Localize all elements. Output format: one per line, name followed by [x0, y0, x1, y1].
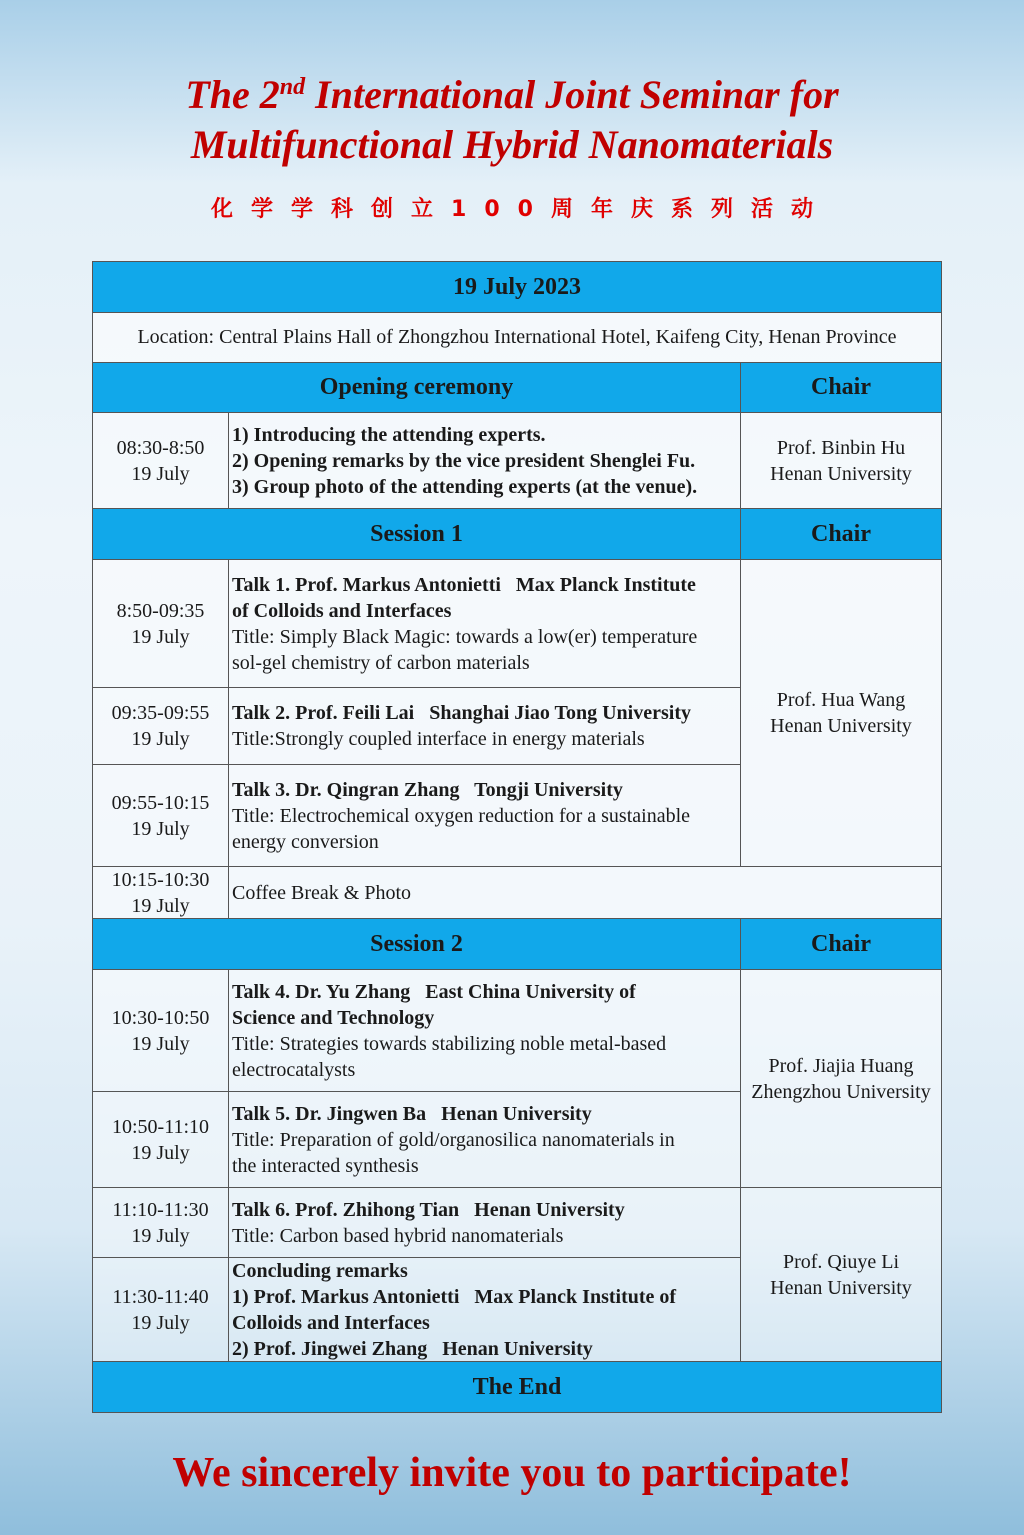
- break-time: 10:15-10:30: [111, 868, 210, 891]
- talk-title: Title: Preparation of gold/organosilica nanomaterials in: [232, 1128, 675, 1151]
- concluding-time: 11:30-11:40: [112, 1285, 209, 1308]
- talk-title-cont: sol-gel chemistry of carbon materials: [232, 651, 530, 674]
- talk-3-time-cell: [92, 764, 229, 867]
- opening-day: 19 July: [131, 462, 190, 485]
- chinese-subtitle: 化学学科创立100周年庆系列活动: [211, 197, 831, 222]
- talk-3-cell: [228, 764, 741, 867]
- talk-speaker: Talk 5. Dr. Jingwen Ba Henan University: [232, 1102, 592, 1125]
- concluding-remarks-cell: [228, 1257, 741, 1362]
- title-rest: International Joint Seminar for: [305, 72, 839, 117]
- talk-title: Title: Strategies towards stabilizing noble metal-based: [232, 1032, 667, 1055]
- session-1-header: Session 1: [92, 508, 741, 560]
- opening-chair-cell: [740, 412, 942, 509]
- talk-1-cell: [228, 559, 741, 688]
- talk-speaker: Talk 1. Prof. Markus Antonietti Max Planck Institute: [232, 573, 696, 596]
- location-row: Location: Central Plains Hall of Zhongzhou International Hotel, Kaifeng City, Henan Province: [92, 312, 942, 363]
- talk-4-cell: [228, 969, 741, 1092]
- talk-speaker-cont: Science and Technology: [232, 1006, 435, 1029]
- talk-title: Title: Electrochemical oxygen reduction for a sustainable: [232, 804, 691, 827]
- talk-day: 19 July: [131, 1032, 190, 1055]
- chair-affiliation: Henan University: [770, 462, 912, 485]
- concluding-heading: Concluding remarks: [232, 1259, 408, 1282]
- opening-time: 08:30-8:50: [116, 436, 205, 459]
- talk-title: Title:Strongly coupled interface in energy materials: [232, 728, 645, 750]
- concluding-speaker: 2) Prof. Jingwei Zhang Henan University: [232, 1337, 593, 1360]
- break-day: 19 July: [131, 894, 190, 917]
- talk-speaker-cont: of Colloids and Interfaces: [232, 599, 452, 622]
- seminar-title-line-2: Multifunctional Hybrid Nanomaterials: [190, 122, 834, 167]
- opening-agenda-cell: [228, 412, 741, 509]
- concluding-time-cell: [92, 1257, 229, 1362]
- talk-speaker: Talk 4. Dr. Yu Zhang East China University of: [232, 980, 636, 1003]
- coffee-break-cell: [228, 866, 942, 919]
- talk-day: 19 July: [131, 1224, 190, 1247]
- end-row: The End: [92, 1361, 942, 1413]
- title-ordinal-suffix: nd: [279, 74, 306, 100]
- chair-affiliation: Henan University: [770, 1276, 912, 1299]
- talk-6-cell: [228, 1187, 741, 1258]
- talk-time: 10:50-11:10: [111, 1115, 210, 1138]
- session-2-chair-b-cell: [740, 1187, 942, 1362]
- session-2-chair-header: Chair: [740, 918, 942, 970]
- opening-item: 3) Group photo of the attending experts (at the venue).: [232, 475, 698, 498]
- session-1-chair-cell: [740, 559, 942, 867]
- talk-speaker: Talk 3. Dr. Qingran Zhang Tongji University: [232, 778, 623, 801]
- break-time-cell: [92, 866, 229, 919]
- date-header: 19 July 2023: [92, 261, 942, 313]
- talk-day: 19 July: [131, 817, 190, 840]
- seminar-title-line-1: [0, 70, 1024, 120]
- invitation-footer: We sincerely invite you to participate!: [172, 1450, 852, 1496]
- opening-chair-header: Chair: [740, 362, 942, 413]
- talk-title-cont: electrocatalysts: [232, 1058, 356, 1081]
- talk-title-cont: energy conversion: [232, 830, 379, 853]
- title-prefix: The 2: [185, 72, 280, 117]
- session-2-header: Session 2: [92, 918, 741, 970]
- concluding-day: 19 July: [131, 1311, 190, 1334]
- talk-time: 09:55-10:15: [111, 791, 210, 814]
- talk-title: Title: Carbon based hybrid nanomaterials: [232, 1224, 564, 1247]
- talk-day: 19 July: [131, 1141, 190, 1164]
- talk-5-time-cell: [92, 1091, 229, 1188]
- chair-name: Prof. Qiuye Li: [782, 1250, 900, 1273]
- talk-day: 19 July: [131, 625, 190, 648]
- talk-5-cell: [228, 1091, 741, 1188]
- session-2-chair-a-cell: [740, 969, 942, 1188]
- talk-4-time-cell: [92, 969, 229, 1092]
- opening-item: 2) Opening remarks by the vice president Shenglei Fu.: [232, 449, 696, 472]
- talk-day: 19 July: [131, 728, 190, 750]
- chair-affiliation: Zhengzhou University: [751, 1080, 931, 1103]
- concluding-speaker-cont: Colloids and Interfaces: [232, 1311, 430, 1334]
- talk-2-time-cell: [92, 687, 229, 765]
- talk-time: 10:30-10:50: [111, 1006, 210, 1029]
- opening-item: 1) Introducing the attending experts.: [232, 423, 546, 446]
- talk-speaker: Talk 6. Prof. Zhihong Tian Henan University: [232, 1198, 625, 1221]
- opening-time-cell: [92, 412, 229, 509]
- talk-time: 11:10-11:30: [112, 1198, 209, 1221]
- chair-name: Prof. Hua Wang: [776, 689, 906, 711]
- chair-name: Prof. Binbin Hu: [776, 436, 906, 459]
- talk-title-cont: the interacted synthesis: [232, 1154, 419, 1177]
- chair-name: Prof. Jiajia Huang: [768, 1054, 914, 1077]
- concluding-speaker: 1) Prof. Markus Antonietti Max Planck Institute of: [232, 1285, 677, 1308]
- chair-affiliation: Henan University: [770, 715, 912, 737]
- talk-6-time-cell: [92, 1187, 229, 1258]
- session-1-chair-header: Chair: [740, 508, 942, 560]
- talk-time: 8:50-09:35: [116, 599, 205, 622]
- talk-time: 09:35-09:55: [111, 702, 210, 724]
- talk-speaker: Talk 2. Prof. Feili Lai Shanghai Jiao Tong University: [232, 702, 691, 724]
- break-label: Coffee Break & Photo: [232, 881, 412, 904]
- opening-ceremony-header: Opening ceremony: [92, 362, 741, 413]
- talk-2-cell: [228, 687, 741, 765]
- talk-title: Title: Simply Black Magic: towards a low(er) temperature: [232, 625, 698, 648]
- talk-1-time-cell: [92, 559, 229, 688]
